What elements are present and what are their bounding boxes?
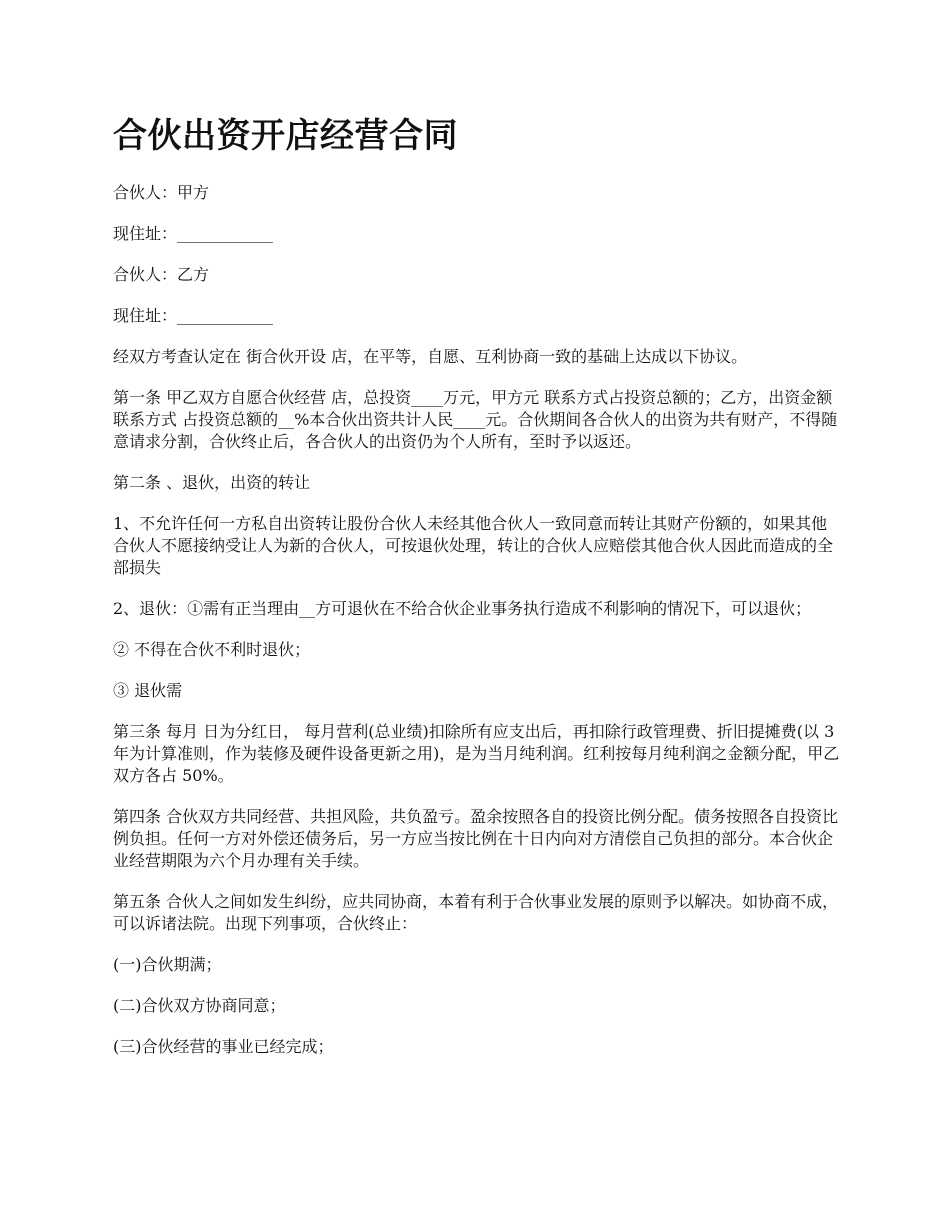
article-2-clause-2: 2、退伙：①需有正当理由__方可退伙在不给合伙企业事务执行造成不利影响的情况下，可以退伙； [113,599,812,618]
termination-item-1: (一)合伙期满； [113,955,222,974]
termination-item-3: (三)合伙经营的事业已经完成； [113,1037,334,1056]
termination-item-2: (二)合伙双方协商同意； [113,996,286,1015]
withdrawal-item-2: ② 不得在合伙不利时退伙； [113,640,311,659]
article-5: 第五条 合伙人之间如发生纠纷，应共同协商，本着有利于合伙事业发展的原则予以解决。如协商不成，可以诉诸法院。出现下列事项，合伙终止： [113,892,839,933]
partner-b: 合伙人：乙方 [113,265,210,284]
article-3: 第三条 每月 日为分红日， 每月营利(总业绩)扣除所有应支出后，再扣除行政管理费、折旧提摊费(以 3 年为计算准则，作为装修及硬件设备更新之用)，是为当月纯利润。红利按每月纯利润之金额分配，甲乙双方各占 50%。 [113,722,840,785]
article-2-clause-1: 1、不允许任何一方私自出资转让股份合伙人未经其他合伙人一致同意而转让其财产份额的，如果其他合伙人不愿接纳受让人为新的合伙人，可按退伙处理，转让的合伙人应赔偿其他合伙人因此而造成的全部损失 [113,514,834,577]
article-2-heading: 第二条 、退伙，出资的转让 [113,473,311,492]
partner-a: 合伙人：甲方 [113,183,210,202]
preamble: 经双方考查认定在 街合伙开设 店，在平等，自愿、互利协商一致的基础上达成以下协议。 [113,347,748,366]
article-1: 第一条 甲乙双方自愿合伙经营 店，总投资____万元，甲方元 联系方式占投资总额的；乙方，出资金额 联系方式 占投资总额的__%本合伙出资共计人民____元。合伙期间各合伙人的出资为共有财产，不得随意请求分割，合伙终止后，各合伙人的出资仍为个人所有，至时予以返还。 [113,388,838,451]
article-4: 第四条 合伙双方共同经营、共担风险，共负盈亏。盈余按照各自的投资比例分配。债务按照各自投资比例负担。任何一方对外偿还债务后，另一方应当按比例在十日内向对方清偿自己负担的部分。本合伙企业经营期限为六个月办理有关手续。 [113,807,839,870]
address-b: 现住址：____________ [113,306,274,325]
withdrawal-item-3: ③ 退伙需 [113,681,183,700]
address-a: 现住址：____________ [113,224,274,243]
document-page [113,112,843,1077]
document-title: 合伙出资开店经营合同 [113,116,458,156]
